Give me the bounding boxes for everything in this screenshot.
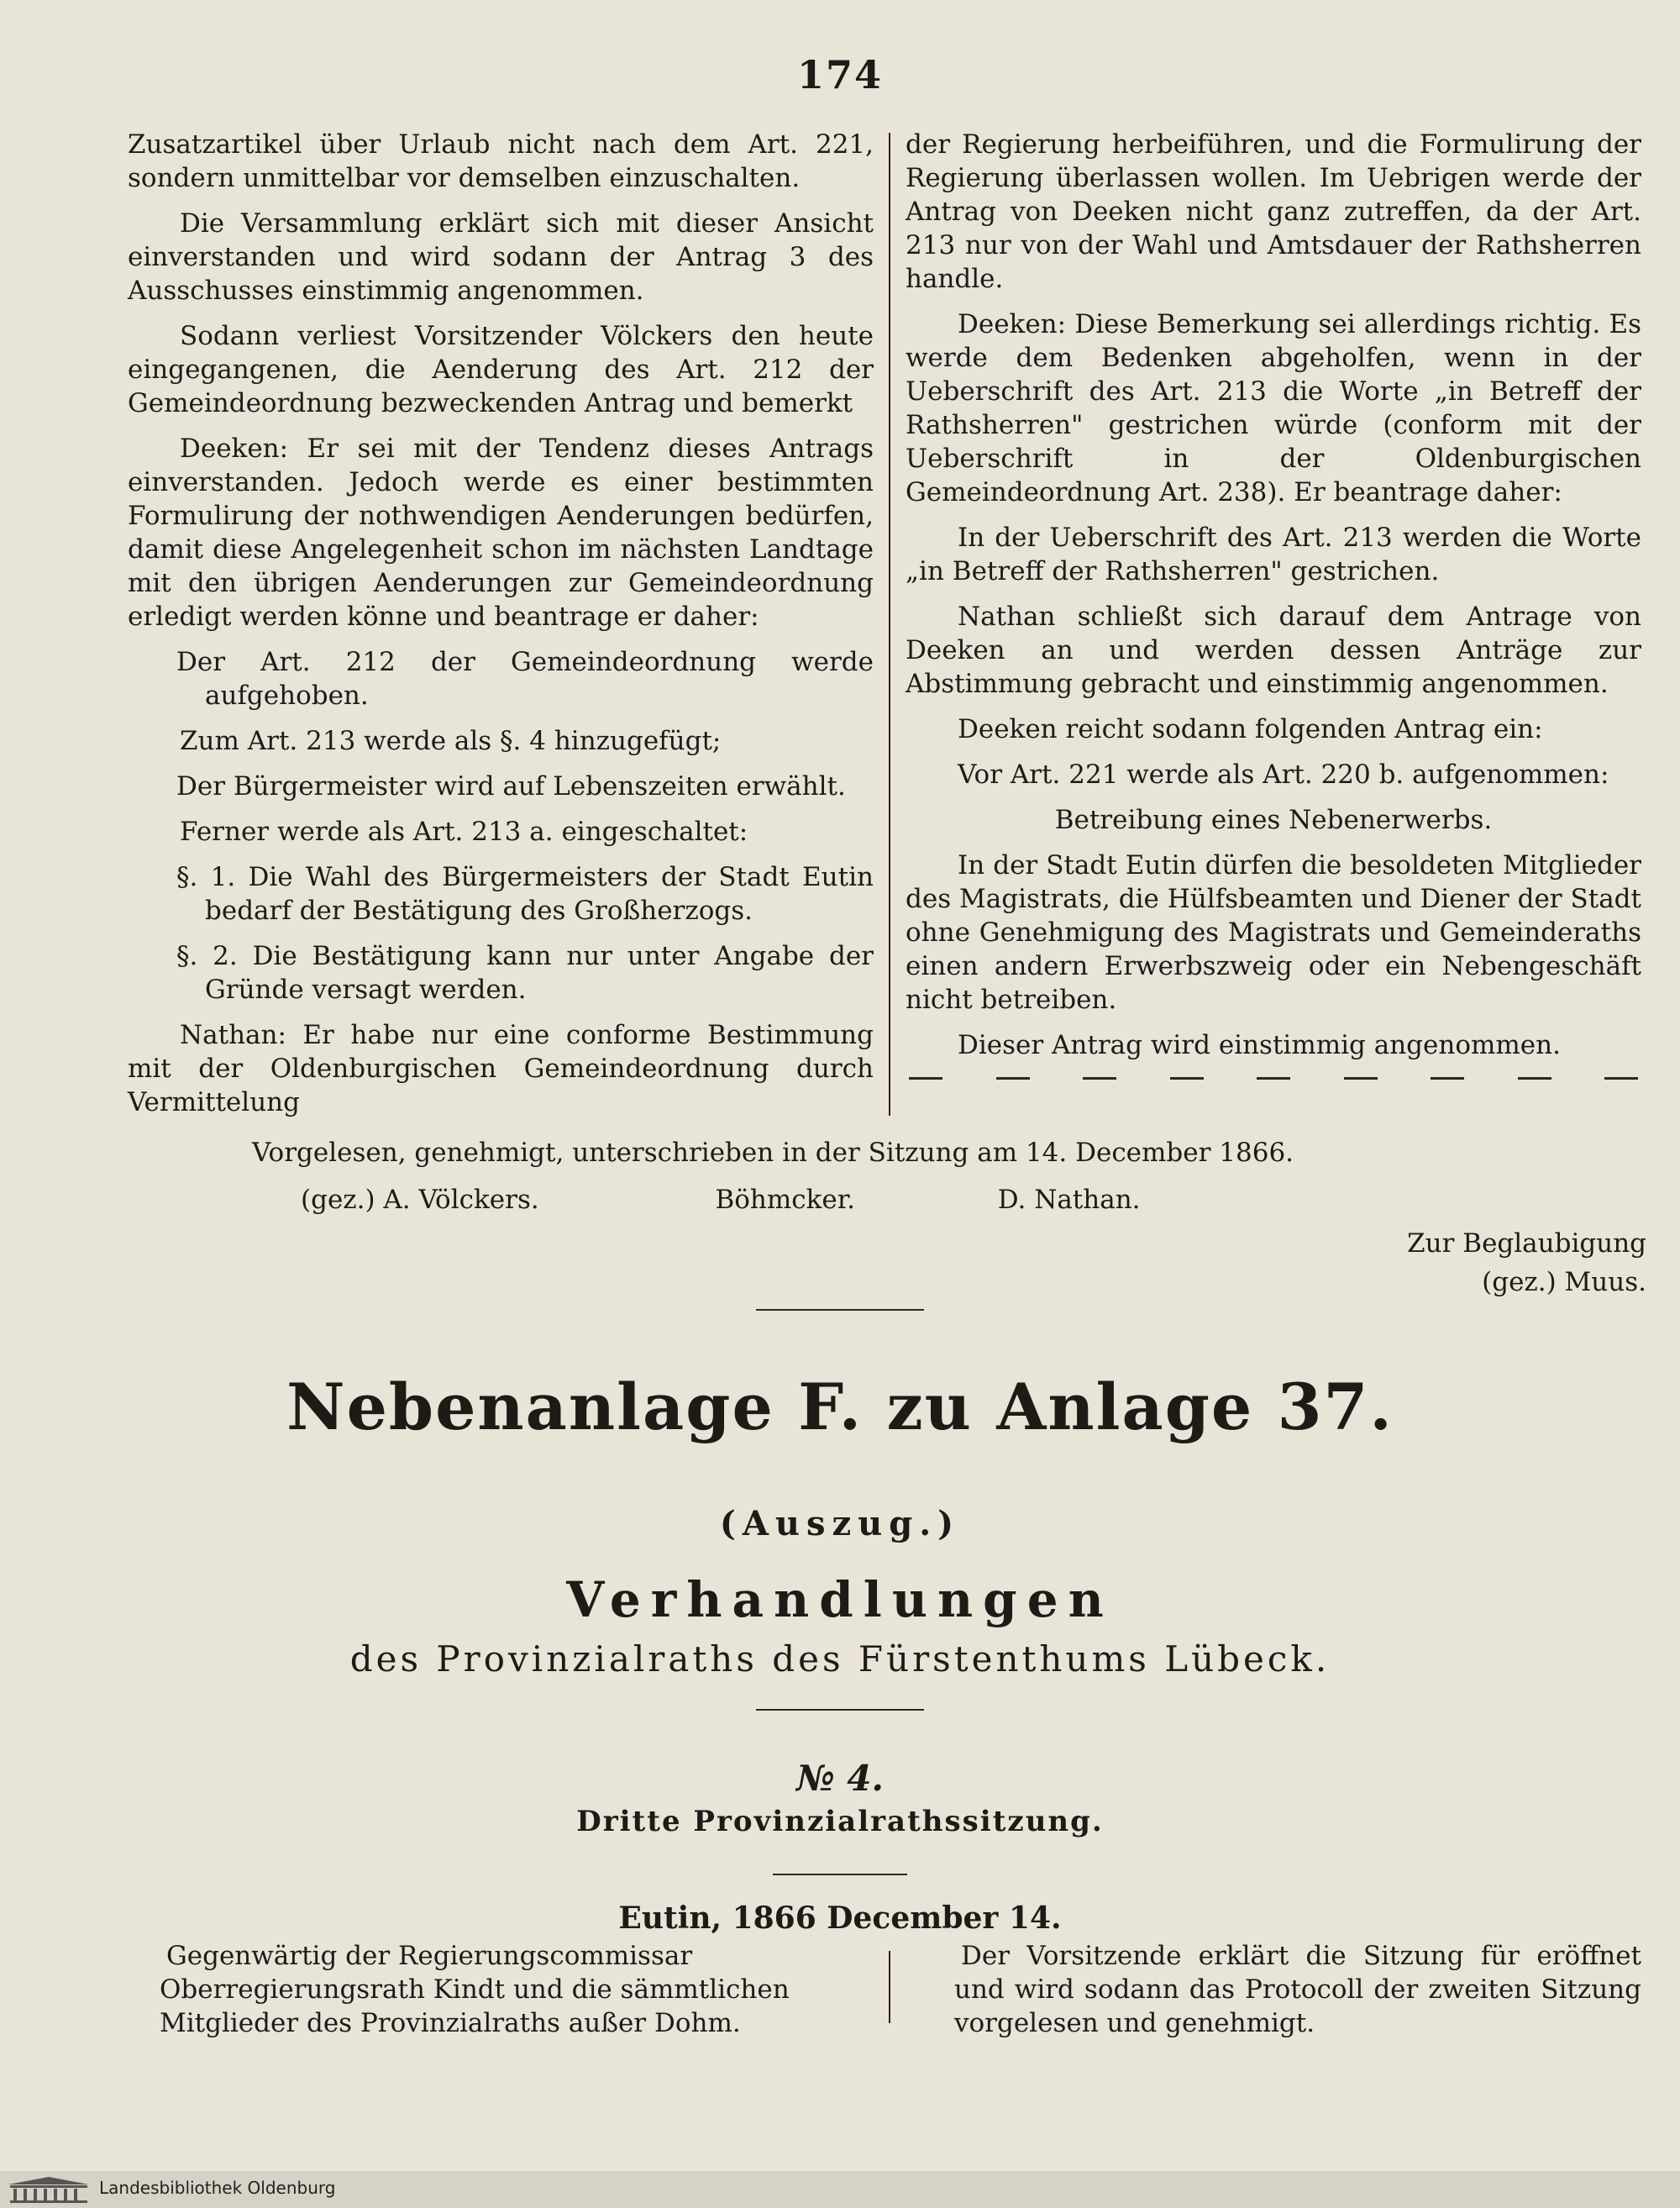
paragraph: Nathan schließt sich darauf dem Antrage von Deeken an und werden dessen Anträge zur Abstimmung gebracht und einstimmig angenommen. <box>906 602 1641 699</box>
divider <box>756 1309 924 1311</box>
page-number: 174 <box>796 52 884 97</box>
paragraph: Nathan: Er habe nur eine conforme Bestimmung mit der Oldenburgischen Gemeindeordnung durch Vermittelung <box>128 1020 874 1117</box>
library-name: Landesbibliothek Oldenburg <box>99 2178 336 2198</box>
column-divider <box>889 133 890 1116</box>
right-column <box>906 128 1641 1080</box>
motion-text: In der Ueberschrift des Art. 213 werden die Worte „in Betreff der Rathsherren" gestrichen. <box>906 523 1641 586</box>
motion-text: Der Art. 212 der Gemeindeordnung werde aufgehoben. <box>176 647 874 711</box>
certifier-name: (gez.) Muus. <box>1482 1267 1646 1297</box>
paragraph: Zusatzartikel über Urlaub nicht nach dem Art. 221, sondern unmittelbar vor demselben einzuschalten. <box>128 129 874 193</box>
dash-separator <box>906 1077 1641 1080</box>
paragraph: Ferner werde als Art. 213 a. eingeschaltet: <box>180 817 748 847</box>
column-divider <box>889 1951 890 2023</box>
section-heading: Betreibung eines Nebenerwerbs. <box>1054 805 1493 835</box>
paragraph: der Regierung herbeiführen, und die Formulirung der Regierung überlassen wollen. Im Uebrigen werde der Antrag von Deeken nicht ganz zutreffen, da der Art. 213 nur von der Wahl und Amtsdauer der Rathsherren handle. <box>906 129 1641 294</box>
paragraph: Dieser Antrag wird einstimmig angenommen. <box>958 1030 1561 1060</box>
session-title: Dritte Provinzialrathssitzung. <box>576 1805 1104 1838</box>
certification-label: Zur Beglaubigung <box>1407 1228 1646 1259</box>
section-text: §. 2. Die Bestätigung kann nur unter Angabe der Gründe versagt werden. <box>176 941 874 1005</box>
proceedings-heading: Verhandlungen <box>566 1571 1114 1628</box>
signature-name: (gez.) A. Völckers. <box>301 1185 539 1215</box>
paragraph: Deeken: Er sei mit der Tendenz dieses Antrags einverstanden. Jedoch werde es einer bestimmten Formulirung der nothwendigen Aenderungen bedürfen, damit diese Angelegenheit schon im nächsten Landtage mit den übrigen Aenderungen zur Gemeindeordnung erledigt werden könne und beantrage er daher: <box>128 434 874 632</box>
place-date: Eutin, 1866 December 14. <box>618 1900 1062 1936</box>
divider <box>756 1709 924 1711</box>
paragraph: Zum Art. 213 werde als §. 4 hinzugefügt; <box>180 726 722 756</box>
paragraph: Deeken reicht sodann folgenden Antrag ein: <box>958 714 1543 744</box>
footer-bar <box>0 2171 1680 2208</box>
divider <box>773 1874 907 1875</box>
read-approved-line: Vorgelesen, genehmigt, unterschrieben in der Sitzung am 14. December 1866. <box>252 1138 1294 1168</box>
excerpt-label: (Auszug.) <box>719 1504 961 1543</box>
paragraph: Sodann verliest Vorsitzender Völckers den heute eingegangenen, die Aenderung des Art. 212 der Gemeindeordnung bezweckenden Antrag und bemerkt <box>128 321 874 418</box>
annex-title: Nebenanlage F. zu Anlage 37. <box>286 1369 1394 1444</box>
attendance-text: Gegenwärtig der Regierungscommissar Oberregierungsrath Kindt und die sämmtlichen Mitglieder des Provinzialraths außer Dohm. <box>160 1941 790 2038</box>
body-heading: des Provinzialraths des Fürstenthums Lübeck. <box>349 1638 1331 1680</box>
session-number: № 4. <box>795 1758 885 1799</box>
left-column <box>128 128 874 1131</box>
library-building-icon <box>7 2176 91 2203</box>
signature-name: Böhmcker. <box>715 1185 856 1215</box>
opening-text: Der Vorsitzende erklärt die Sitzung für eröffnet und wird sodann das Protocoll der zweiten Sitzung vorgelesen und genehmigt. <box>954 1941 1641 2038</box>
motion-text: In der Stadt Eutin dürfen die besoldeten Mitglieder des Magistrats, die Hülfsbeamten und Diener der Stadt ohne Genehmigung des Magistrats und Gemeinderaths einen andern Erwerbszweig oder ein Nebengeschäft nicht betreiben. <box>906 850 1641 1015</box>
paragraph: Die Versammlung erklärt sich mit dieser Ansicht einverstanden und wird sodann der Antrag 3 des Ausschusses einstimmig angenommen. <box>128 208 874 306</box>
motion-text: Vor Art. 221 werde als Art. 220 b. aufgenommen: <box>958 760 1609 790</box>
motion-text: Der Bürgermeister wird auf Lebenszeiten erwählt. <box>176 771 846 802</box>
signature-names <box>301 1183 1393 1217</box>
section-text: §. 1. Die Wahl des Bürgermeisters der Stadt Eutin bedarf der Bestätigung des Großherzogs. <box>176 862 874 926</box>
paragraph: Deeken: Diese Bemerkung sei allerdings richtig. Es werde dem Bedenken abgeholfen, wenn in der Ueberschrift des Art. 213 die Worte „in Betreff der Rathsherren" gestrichen würde (conform mit der Ueberschrift in der Oldenburgischen Gemeindeordnung Art. 238). Er beantrage daher: <box>906 309 1641 507</box>
signature-name: D. Nathan. <box>997 1185 1141 1215</box>
